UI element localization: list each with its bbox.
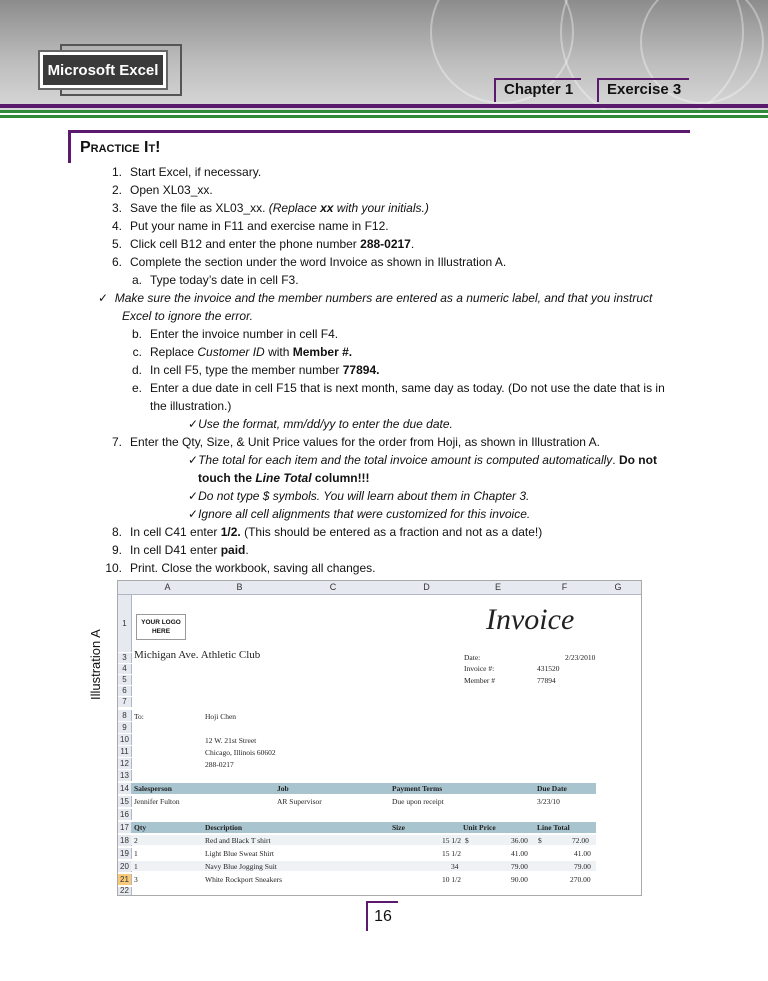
address-line: 288-0217: [205, 760, 234, 769]
header-band: [131, 783, 596, 794]
line-total-cell: 72.00: [572, 836, 589, 845]
chapter-label: Chapter 1: [494, 78, 581, 102]
line-total-cell: 79.00: [574, 862, 591, 871]
description-cell: Light Blue Sweat Shirt: [205, 849, 274, 858]
select-all-corner: [118, 581, 132, 595]
list-item: 4. Put your name in F11 and exercise name in F12.: [111, 219, 389, 233]
list-item: d. In cell F5, type the member number 77894.: [131, 363, 380, 377]
spreadsheet-illustration: [117, 580, 642, 896]
row-header: 4: [118, 664, 132, 674]
currency-cell: $: [538, 836, 542, 845]
row-header: 7: [118, 697, 132, 707]
row-header: 10: [118, 734, 132, 745]
list-item: c. Replace Customer ID with Member #.: [132, 345, 353, 359]
payment-terms-value: Due upon receipt: [392, 797, 444, 806]
date-label: Date:: [464, 653, 481, 662]
table-header: Size: [392, 823, 405, 832]
row-header: 12: [118, 758, 132, 769]
row-header: 11: [118, 746, 132, 757]
currency-cell: $: [465, 836, 469, 845]
header-band: [131, 822, 596, 833]
check-item-continued: Excel to ignore the error.: [122, 309, 253, 323]
date-value: 2/23/2010: [565, 653, 596, 662]
column-header-g: G: [595, 581, 642, 595]
list-item: 3. Save the file as XL03_xx. (Replace xx with your initials.): [111, 201, 429, 215]
address-line: 12 W. 21st Street: [205, 736, 257, 745]
header-divider: [0, 104, 768, 108]
page-number: 16: [366, 901, 398, 931]
column-header-e: E: [462, 581, 535, 595]
exercise-label: Exercise 3: [597, 78, 689, 102]
row-header: 14: [118, 783, 132, 794]
section-heading: [68, 130, 690, 163]
row-header: 3: [118, 653, 132, 663]
row-header: 13: [118, 770, 132, 781]
list-item: 9. In cell D41 enter paid.: [111, 543, 249, 557]
row-header: 19: [118, 848, 132, 859]
due-date-value: 3/23/10: [537, 797, 560, 806]
qty-cell: 3: [134, 875, 138, 884]
table-header: Job: [277, 784, 289, 793]
column-header-d: D: [391, 581, 463, 595]
check-icon: ✓: [188, 507, 199, 521]
check-icon: ✓: [188, 417, 199, 431]
qty-cell: 1: [134, 862, 138, 871]
address-line: Hoji Chen: [205, 712, 237, 721]
line-total-cell: 270.00: [570, 875, 591, 884]
column-header-c: C: [275, 581, 392, 595]
row-header: 5: [118, 675, 132, 685]
size-cell: 15 1/2: [442, 849, 461, 858]
invoice-number-label: Invoice #:: [464, 664, 495, 673]
list-item: 5. Click cell B12 and enter the phone number 288-0217.: [111, 237, 415, 251]
table-header: Unit Price: [463, 823, 496, 832]
list-item: b. Enter the invoice number in cell F4.: [131, 327, 339, 341]
check-icon: ✓: [98, 291, 109, 305]
list-item: 1. Start Excel, if necessary.: [111, 165, 262, 179]
header-divider: [0, 110, 768, 113]
list-item: 2. Open XL03_xx.: [111, 183, 213, 197]
list-item: 8. In cell C41 enter 1/2. (This should be entered as a fraction and not as a date!): [111, 525, 543, 539]
job-value: AR Supervisor: [277, 797, 322, 806]
address-line: Chicago, Illinois 60602: [205, 748, 276, 757]
qty-cell: 1: [134, 849, 138, 858]
row-header: 16: [118, 809, 132, 820]
table-header: Line Total: [537, 823, 570, 832]
row-header-selected: 21: [118, 874, 132, 885]
row-header: 6: [118, 686, 132, 696]
unit-price-cell: 41.00: [511, 849, 528, 858]
check-item: ✓ Make sure the invoice and the member numbers are entered as a numeric label, and that you instruct: [98, 291, 653, 305]
header-divider: [0, 115, 768, 118]
list-item-continued: the illustration.): [150, 399, 232, 413]
club-name: Michigan Ave. Athletic Club: [134, 649, 261, 661]
table-header: Due Date: [537, 784, 567, 793]
row-header: 20: [118, 861, 132, 872]
row-header: 17: [118, 822, 132, 833]
check-icon: ✓: [188, 489, 199, 503]
row-header: 8: [118, 710, 132, 721]
row-header: 18: [118, 835, 132, 846]
list-item: 7. Enter the Qty, Size, & Unit Price values for the order from Hoji, as shown in Illustration A.: [111, 435, 600, 449]
line-total-cell: 41.00: [574, 849, 591, 858]
salesperson-value: Jennifer Fulton: [134, 797, 180, 806]
table-header: Salesperson: [134, 784, 172, 793]
member-number-label: Member #: [464, 676, 496, 685]
unit-price-cell: 36.00: [511, 836, 528, 845]
check-icon: ✓: [188, 453, 199, 467]
size-cell: 15 1/2: [442, 836, 461, 845]
column-header-b: B: [204, 581, 276, 595]
row-header: 1: [118, 595, 132, 652]
size-cell: 34: [451, 862, 459, 871]
to-label: To:: [134, 712, 144, 721]
row-header: 9: [118, 722, 132, 733]
list-item: e. Enter a due date in cell F15 that is next month, same day as today. (Do not use the date that is in: [131, 381, 665, 395]
logo-placeholder: YOUR LOGO HERE: [136, 614, 186, 640]
table-header: Description: [205, 823, 243, 832]
description-cell: Red and Black T shirt: [205, 836, 271, 845]
row-header: 22: [118, 887, 132, 895]
table-header: Qty: [134, 823, 147, 832]
column-header-f: F: [534, 581, 596, 595]
list-item: 10. Print. Close the workbook, saving all changes.: [105, 561, 376, 575]
check-item: ✓The total for each item and the total invoice amount is computed automatically. Do not: [188, 453, 657, 467]
qty-cell: 2: [134, 836, 138, 845]
instruction-list: [92, 163, 692, 577]
check-item-continued: touch the Line Total column!!!: [198, 471, 370, 485]
list-item: a. Type today’s date in cell F3.: [131, 273, 299, 287]
unit-price-cell: 79.00: [511, 862, 528, 871]
row-header: 15: [118, 796, 132, 807]
column-header-a: A: [131, 581, 205, 595]
member-number-value: 77894: [537, 676, 556, 685]
unit-price-cell: 90.00: [511, 875, 528, 884]
check-item: ✓Ignore all cell alignments that were customized for this invoice.: [188, 507, 531, 521]
illustration-label: Illustration A: [88, 629, 103, 700]
description-cell: Navy Blue Jogging Suit: [205, 862, 277, 871]
invoice-title: Invoice: [486, 603, 575, 636]
description-cell: White Rockport Sneakers: [205, 875, 283, 884]
section-title: Practice It!: [80, 139, 161, 156]
check-item: ✓Use the format, mm/dd/yy to enter the due date.: [188, 417, 453, 431]
page-header: [0, 0, 768, 110]
brand-label: Microsoft Excel: [40, 52, 166, 88]
size-cell: 10 1/2: [442, 875, 461, 884]
table-header: Payment Terms: [392, 784, 443, 793]
list-item: 6. Complete the section under the word Invoice as shown in Illustration A.: [111, 255, 507, 269]
invoice-number-value: 431520: [537, 664, 560, 673]
check-item: ✓Do not type $ symbols. You will learn about them in Chapter 3.: [188, 489, 530, 503]
